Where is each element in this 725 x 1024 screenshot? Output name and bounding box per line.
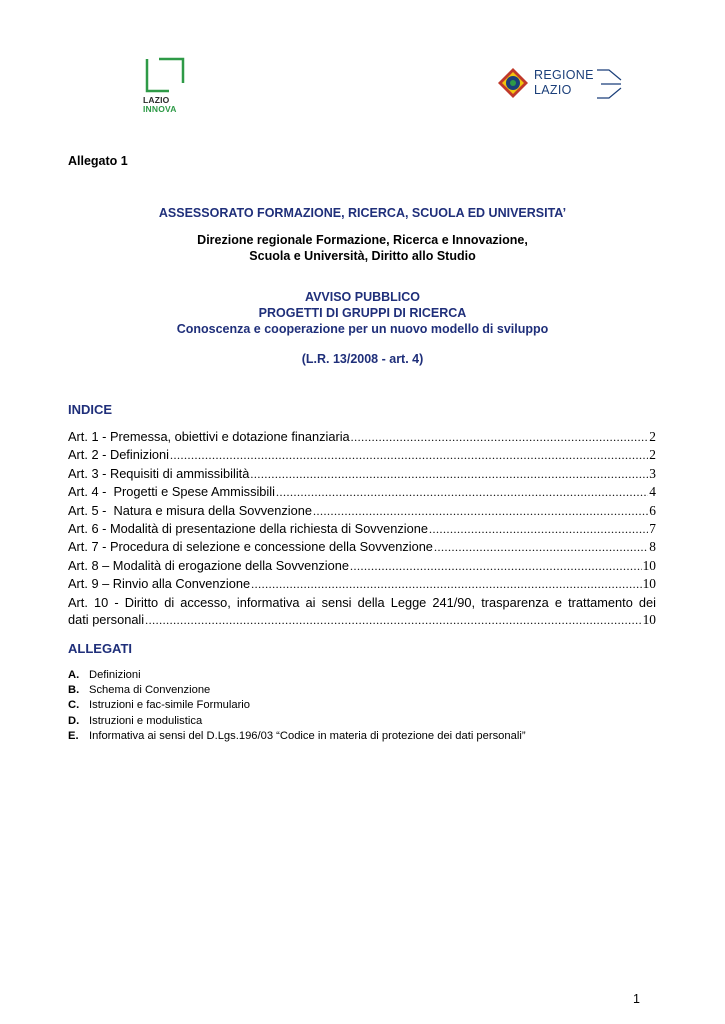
assessorato-heading: ASSESSORATO FORMAZIONE, RICERCA, SCUOLA ED UNIVERSITA’ xyxy=(158,206,567,220)
direzione-line1: Direzione regionale Formazione, Ricerca e Innovazione, xyxy=(197,233,528,247)
lazio-innova-logo xyxy=(143,55,187,117)
avviso-line1: AVVISO PUBBLICO xyxy=(304,290,421,304)
toc-item-5[interactable] xyxy=(68,502,656,520)
toc-item-7[interactable] xyxy=(68,538,656,556)
toc-item-10-line2: dati personali xyxy=(68,612,145,628)
toc-item-page: 10 xyxy=(642,612,656,628)
toc-item-3[interactable] xyxy=(68,465,656,483)
allegato-label: Allegato 1 xyxy=(68,154,128,168)
list-item xyxy=(68,668,668,683)
toc-item-4[interactable] xyxy=(68,483,656,501)
avviso-subtitle: Conoscenza e cooperazione per un nuovo modello di sviluppo xyxy=(176,322,549,336)
toc-item-page: 10 xyxy=(642,576,656,592)
toc-item-text: Art. 9 – Rinvio alla Convenzione xyxy=(68,576,251,592)
allegato-text: Istruzioni e fac-simile Formulario xyxy=(89,699,251,712)
toc-item-text: Art. 3 - Requisiti di ammissibilità xyxy=(68,465,250,481)
page-number: 1 xyxy=(633,992,640,1006)
toc-item-text: Art. 7 - Procedura di selezione e concessione della Sovvenzione xyxy=(68,539,433,555)
regione-lazio-emblem-icon xyxy=(497,67,529,99)
toc-item-page: 10 xyxy=(642,557,656,573)
toc-item-text: Art. 8 – Modalità di erogazione della Sovvenzione xyxy=(68,557,349,573)
toc-item-10-line1: Art. 10 - Diritto di accesso, informativa ai sensi della Legge 241/90, trasparenza e trattamento dei xyxy=(68,594,656,610)
allegato-key: A. xyxy=(68,669,80,681)
regione-line1: REGIONE xyxy=(534,68,594,82)
lazio-innova-line1: LAZIO xyxy=(143,95,170,105)
regione-line2: LAZIO xyxy=(534,83,572,97)
toc-item-page: 2 xyxy=(649,429,656,444)
toc-item-9[interactable] xyxy=(68,575,656,593)
list-item xyxy=(68,714,668,729)
law-reference: (L.R. 13/2008 - art. 4) xyxy=(301,352,424,366)
regione-lazio-logo xyxy=(497,64,625,102)
allegati-list xyxy=(68,668,668,744)
toc-item-text: Art. 2 - Definizioni xyxy=(68,447,169,463)
allegato-key: D. xyxy=(68,714,80,727)
toc-item-page: 6 xyxy=(649,502,656,518)
toc-item-10[interactable] xyxy=(68,594,656,630)
toc-item-page: 4 xyxy=(649,484,656,500)
indice-title: INDICE xyxy=(68,402,113,417)
toc-item-page: 2 xyxy=(649,447,656,463)
toc-item-text: Art. 5 - Natura e misura della Sovvenzione xyxy=(68,502,312,518)
direzione-line2: Scuola e Università, Diritto allo Studio xyxy=(249,249,476,263)
list-item xyxy=(68,683,668,698)
allegato-key: C. xyxy=(68,699,80,712)
toc-item-page: 8 xyxy=(649,539,656,555)
lazio-innova-line2: INNOVA xyxy=(143,104,177,114)
toc-item-page: 3 xyxy=(649,465,656,481)
toc-item-6[interactable] xyxy=(68,520,656,538)
list-item xyxy=(68,698,668,713)
toc-item-1[interactable] xyxy=(68,428,656,446)
allegato-key: B. xyxy=(68,684,80,697)
allegato-text: Definizioni xyxy=(89,669,141,681)
toc-item-text: Art. 6 - Modalità di presentazione della richiesta di Sovvenzione xyxy=(68,521,428,537)
allegato-text: Schema di Convenzione xyxy=(89,684,211,697)
toc-item-2[interactable] xyxy=(68,446,656,464)
toc-item-page: 7 xyxy=(649,521,656,537)
allegato-text: Istruzioni e modulistica xyxy=(89,714,203,727)
allegato-key: E. xyxy=(68,729,79,742)
lazio-innova-mark-icon xyxy=(143,55,187,95)
list-item xyxy=(68,729,668,744)
toc-item-8[interactable] xyxy=(68,557,656,575)
regione-lazio-lines-icon xyxy=(597,68,623,100)
toc-item-text: Art. 4 - Progetti e Spese Ammissibili xyxy=(68,484,275,500)
allegato-text: Informativa ai sensi del D.Lgs.196/03 “Codice in materia di protezione dei dati personali” xyxy=(89,729,526,742)
toc-item-text: Art. 1 - Premessa, obiettivi e dotazione finanziaria xyxy=(68,429,350,444)
avviso-line2: PROGETTI DI GRUPPI DI RICERCA xyxy=(258,306,467,320)
table-of-contents xyxy=(68,428,656,629)
allegati-title: ALLEGATI xyxy=(68,641,133,656)
